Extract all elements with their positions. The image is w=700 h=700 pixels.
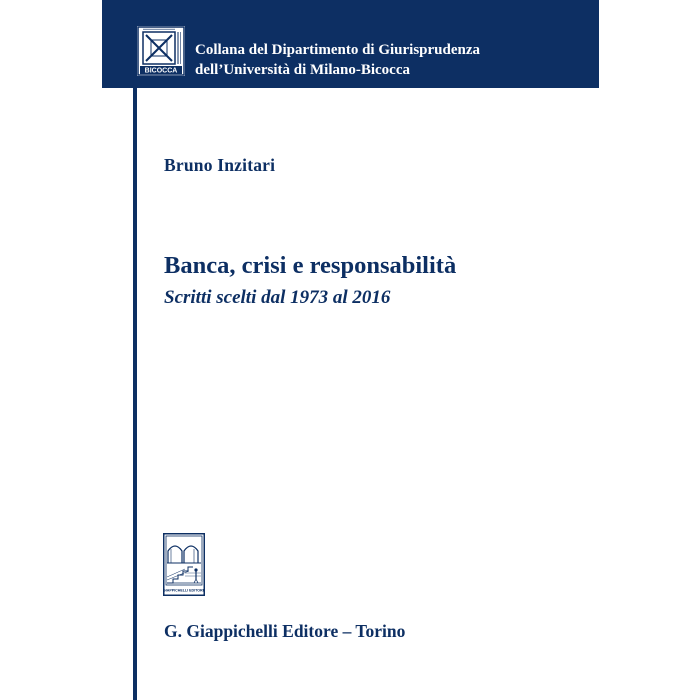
publisher-emblem-caption: GIAPPICHELLI EDITORE bbox=[163, 588, 205, 593]
vertical-rule bbox=[133, 88, 137, 700]
university-seal-graphic bbox=[137, 26, 185, 76]
university-seal-icon bbox=[137, 26, 185, 76]
book-subtitle: Scritti scelti dal 1973 al 2016 bbox=[164, 287, 391, 308]
author-name: Bruno Inzitari bbox=[164, 155, 276, 175]
series-line-2: dell’Università di Milano-Bicocca bbox=[195, 62, 410, 78]
logo-bottom-text: BICOCCA bbox=[144, 67, 178, 75]
series-title bbox=[195, 40, 480, 80]
publisher-name: G. Giappichelli Editore – Torino bbox=[164, 621, 406, 641]
book-title: Banca, crisi e responsabilità bbox=[164, 252, 457, 279]
publisher-emblem-icon bbox=[163, 533, 205, 596]
series-line-1: Collana del Dipartimento di Giurisprudenza bbox=[195, 42, 481, 58]
publisher-emblem-graphic bbox=[163, 533, 205, 596]
